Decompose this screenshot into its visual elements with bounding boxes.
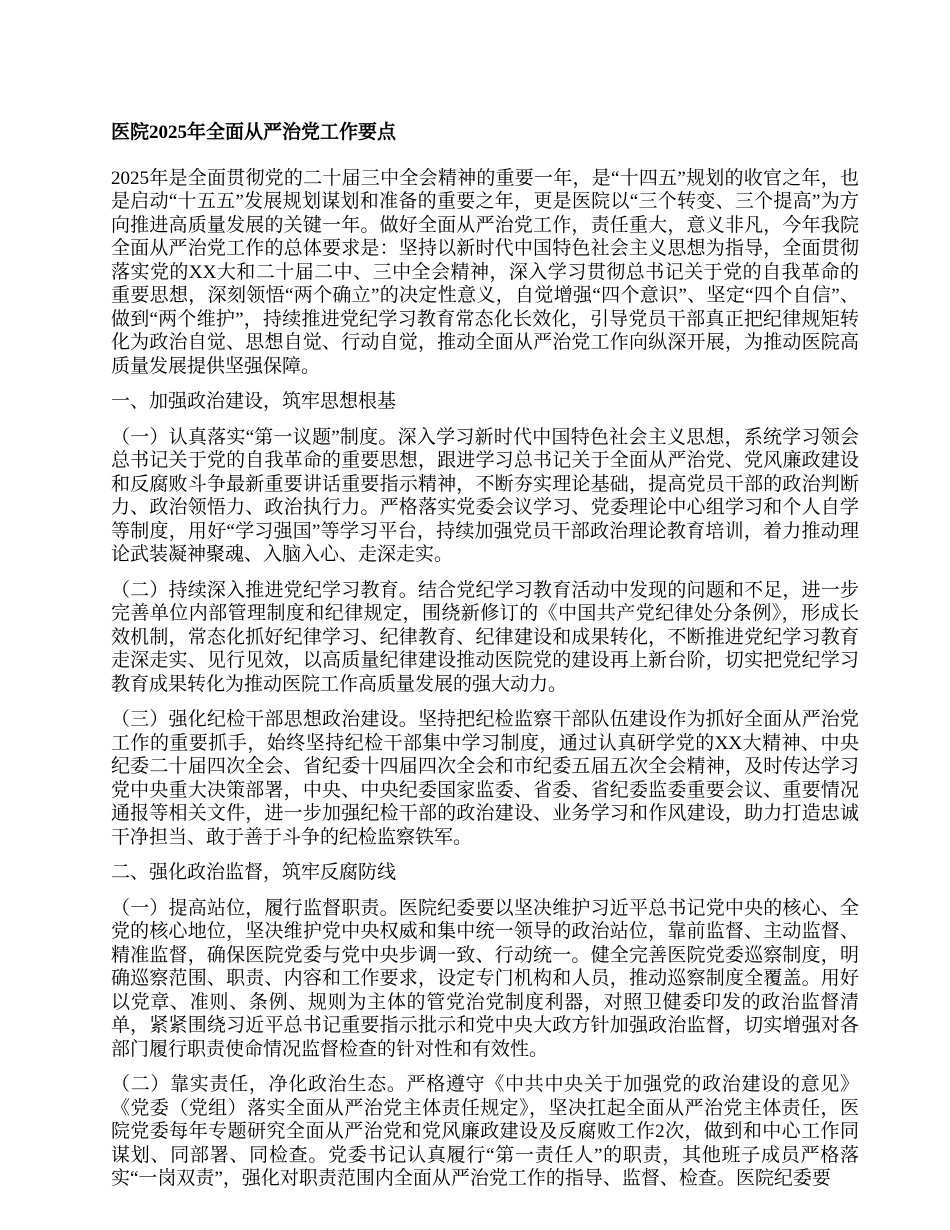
paragraph: （三）强化纪检干部思想政治建设。坚持把纪检监察干部队伍建设作为抓好全面从严治党工作的重要抓手，始终坚持纪检干部集中学习制度，通过认真研学党的XX大精神、中央纪委二十届四次全会、省纪委十四届四次全会和市纪委五届五次全会精神，及时传达学习党中央重大决策部署，中央、中央纪委国家监委、省委、省纪委监委重要会议、重要情况通报等相关文件，进一步加强纪检干部的政治建设、业务学习和作风建设，助力打造忠诚干净担当、敢于善于斗争的纪检监察铁军。 bbox=[111, 709, 859, 848]
paragraph: 2025年是全面贯彻党的二十届三中全会精神的重要一年，是“十四五”规划的收官之年，也是启动“十五五”发展规划谋划和准备的重要之年，更是医院以“三个转变、三个提高”为方向推进高质量发展的关键一年。做好全面从严治党工作，责任重大，意义非凡，今年我院全面从严治党工作的总体要求是：坚持以新时代中国特色社会主义思想为指导，全面贯彻落实党的XX大和二十届二中、三中全会精神，深入学习贯彻总书记关于党的自我革命的重要思想，深刻领悟“两个确立”的决定性意义，自觉增强“四个意识”、坚定“四个自信”、做到“两个维护”，持续推进党纪学习教育常态化长效化，引导党员干部真正把纪律规矩转化为政治自觉、思想自觉、行动自觉，推动全面从严治党工作向纵深开展，为推动医院高质量发展提供坚强保障。 bbox=[111, 167, 859, 377]
section-heading: 一、加强政治建设，筑牢思想根基 bbox=[111, 391, 397, 412]
paragraph: （二）靠实责任，净化政治生态。严格遵守《中共中央关于加强党的政治建设的意见》《党委（党组）落实全面从严治党主体责任规定》，坚决扛起全面从严治党主体责任，医院党委每年专题研究全面从严治党和党风廉政建设及反腐败工作2次，做到和中心工作同谋划、同部署、同检查。党委书记认真履行“第一责任人”的职责，其他班子成员严格落实“一岗双责”，强化对职责范围内全面从严治党工作的指导、监督、检查。医院纪委要 bbox=[111, 1074, 859, 1189]
paragraph: （一）提高站位，履行监督职责。医院纪委要以坚决维护习近平总书记党中央的核心、全党的核心地位，坚决维护党中央权威和集中统一领导的政治站位，靠前监督、主动监督、精准监督，确保医院党委与党中央步调一致、行动统一。健全完善医院党委巡察制度，明确巡察范围、职责、内容和工作要求，设定专门机构和人员，推动巡察制度全覆盖。用好以党章、准则、条例、规则为主体的管党治党制度利器，对照卫健委印发的政治监督清单，紧紧围绕习近平总书记重要指示批示和党中央大政方针加强政治监督，切实增强对各部门履行职责使命情况监督检查的针对性和有效性。 bbox=[111, 897, 859, 1060]
document-body bbox=[111, 167, 859, 1191]
section-heading: 二、强化政治监督，筑牢反腐防线 bbox=[111, 862, 397, 883]
paragraph: （一）认真落实“第一议题”制度。深入学习新时代中国特色社会主义思想，系统学习领会总书记关于党的自我革命的重要思想，跟进学习总书记关于全面从严治党、党风廉政建设和反腐败斗争最新重要讲话重要指示精神，不断夯实理论基础，提高党员干部的政治判断力、政治领悟力、政治执行力。严格落实党委会议学习、党委理论中心组学习和个人自学等制度，用好“学习强国”等学习平台，持续加强党员干部政治理论教育培训，着力推动理论武装凝神聚魂、入脑入心、走深走实。 bbox=[111, 426, 859, 565]
document-content bbox=[111, 121, 859, 1203]
paragraph: （二）持续深入推进党纪学习教育。结合党纪学习教育活动中发现的问题和不足，进一步完善单位内部管理制度和纪律规定，围绕新修订的《中国共产党纪律处分条例》，形成长效机制，常态化抓好纪律学习、纪律教育、纪律建设和成果转化，不断推进党纪学习教育走深走实、见行见效，以高质量纪律建设推动医院党的建设再上新台阶，切实把党纪学习教育成果转化为推动医院工作高质量发展的强大动力。 bbox=[111, 579, 859, 695]
document-title: 医院2025年全面从严治党工作要点 bbox=[111, 122, 397, 143]
